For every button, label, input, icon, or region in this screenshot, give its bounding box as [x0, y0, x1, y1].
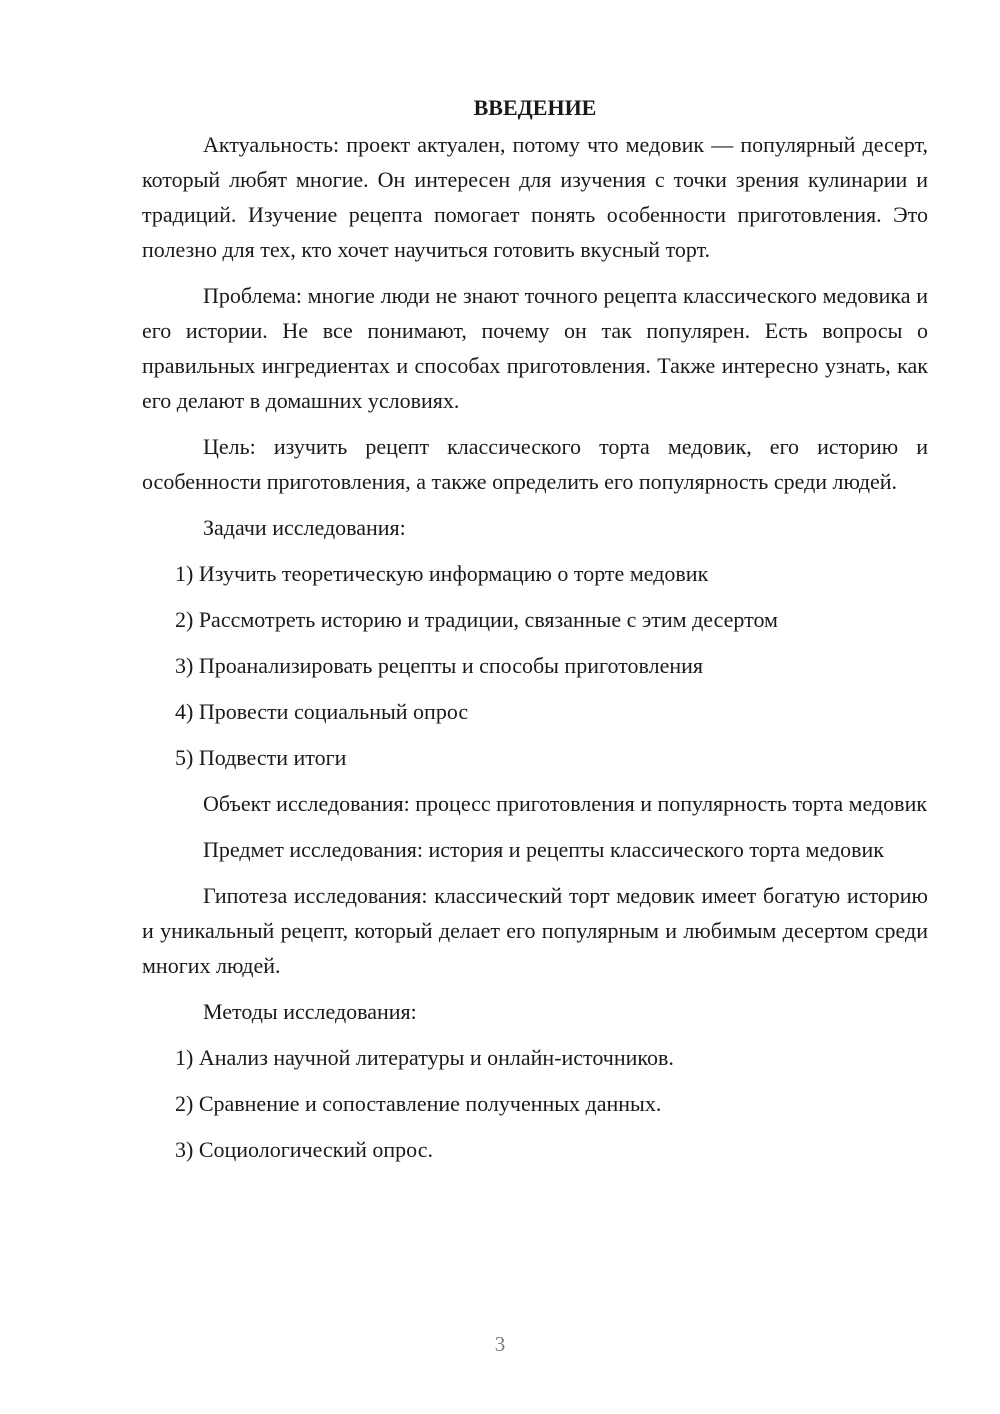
list-item: 3) Социологический опрос. [175, 1137, 433, 1162]
goal-paragraph: Цель: изучить рецепт классического торта медовик, его историю и особенности приготовления, а также определить его популярность среди людей. [142, 434, 928, 494]
list-item: 1) Изучить теоретическую информацию о торте медовик [175, 561, 709, 586]
page-title: ВВЕДЕНИЕ [473, 95, 597, 120]
list-item: 2) Рассмотреть историю и традиции, связанные с этим десертом [175, 607, 778, 632]
methods-heading: Методы исследования: [203, 999, 417, 1024]
list-item: 4) Провести социальный опрос [175, 699, 469, 724]
list-item: 1) Анализ научной литературы и онлайн-источников. [175, 1045, 674, 1070]
document-page [142, 90, 928, 1178]
tasks-list [142, 556, 928, 775]
object-paragraph: Объект исследования: процесс приготовления и популярность торта медовик [203, 791, 928, 816]
list-item: 3) Проанализировать рецепты и способы приготовления [175, 653, 703, 678]
page-number: 3 [494, 1332, 506, 1356]
methods-list [142, 1040, 928, 1167]
relevance-paragraph: Актуальность: проект актуален, потому что медовик — популярный десерт, который любят многие. Он интересен для изучения с точки зрения кулинарии и традиций. Изучение рецепта помогает понять особенности приготовления. Это полезно для тех, кто хочет научиться готовить вкусный торт. [142, 132, 928, 262]
problem-paragraph: Проблема: многие люди не знают точного рецепта классического медовика и его истории. Не все понимают, почему он так популярен. Есть вопросы о правильных ингредиентах и способах приготовления. Также интересно узнать, как его делают в домашних условиях. [142, 283, 928, 413]
list-item: 5) Подвести итоги [175, 745, 347, 770]
tasks-heading: Задачи исследования: [203, 515, 406, 540]
subject-paragraph: Предмет исследования: история и рецепты классического торта медовик [203, 837, 884, 862]
list-item: 2) Сравнение и сопоставление полученных данных. [175, 1091, 662, 1116]
hypothesis-paragraph: Гипотеза исследования: классический торт медовик имеет богатую историю и уникальный рецепт, который делает его популярным и любимым десертом среди многих людей. [142, 883, 928, 978]
